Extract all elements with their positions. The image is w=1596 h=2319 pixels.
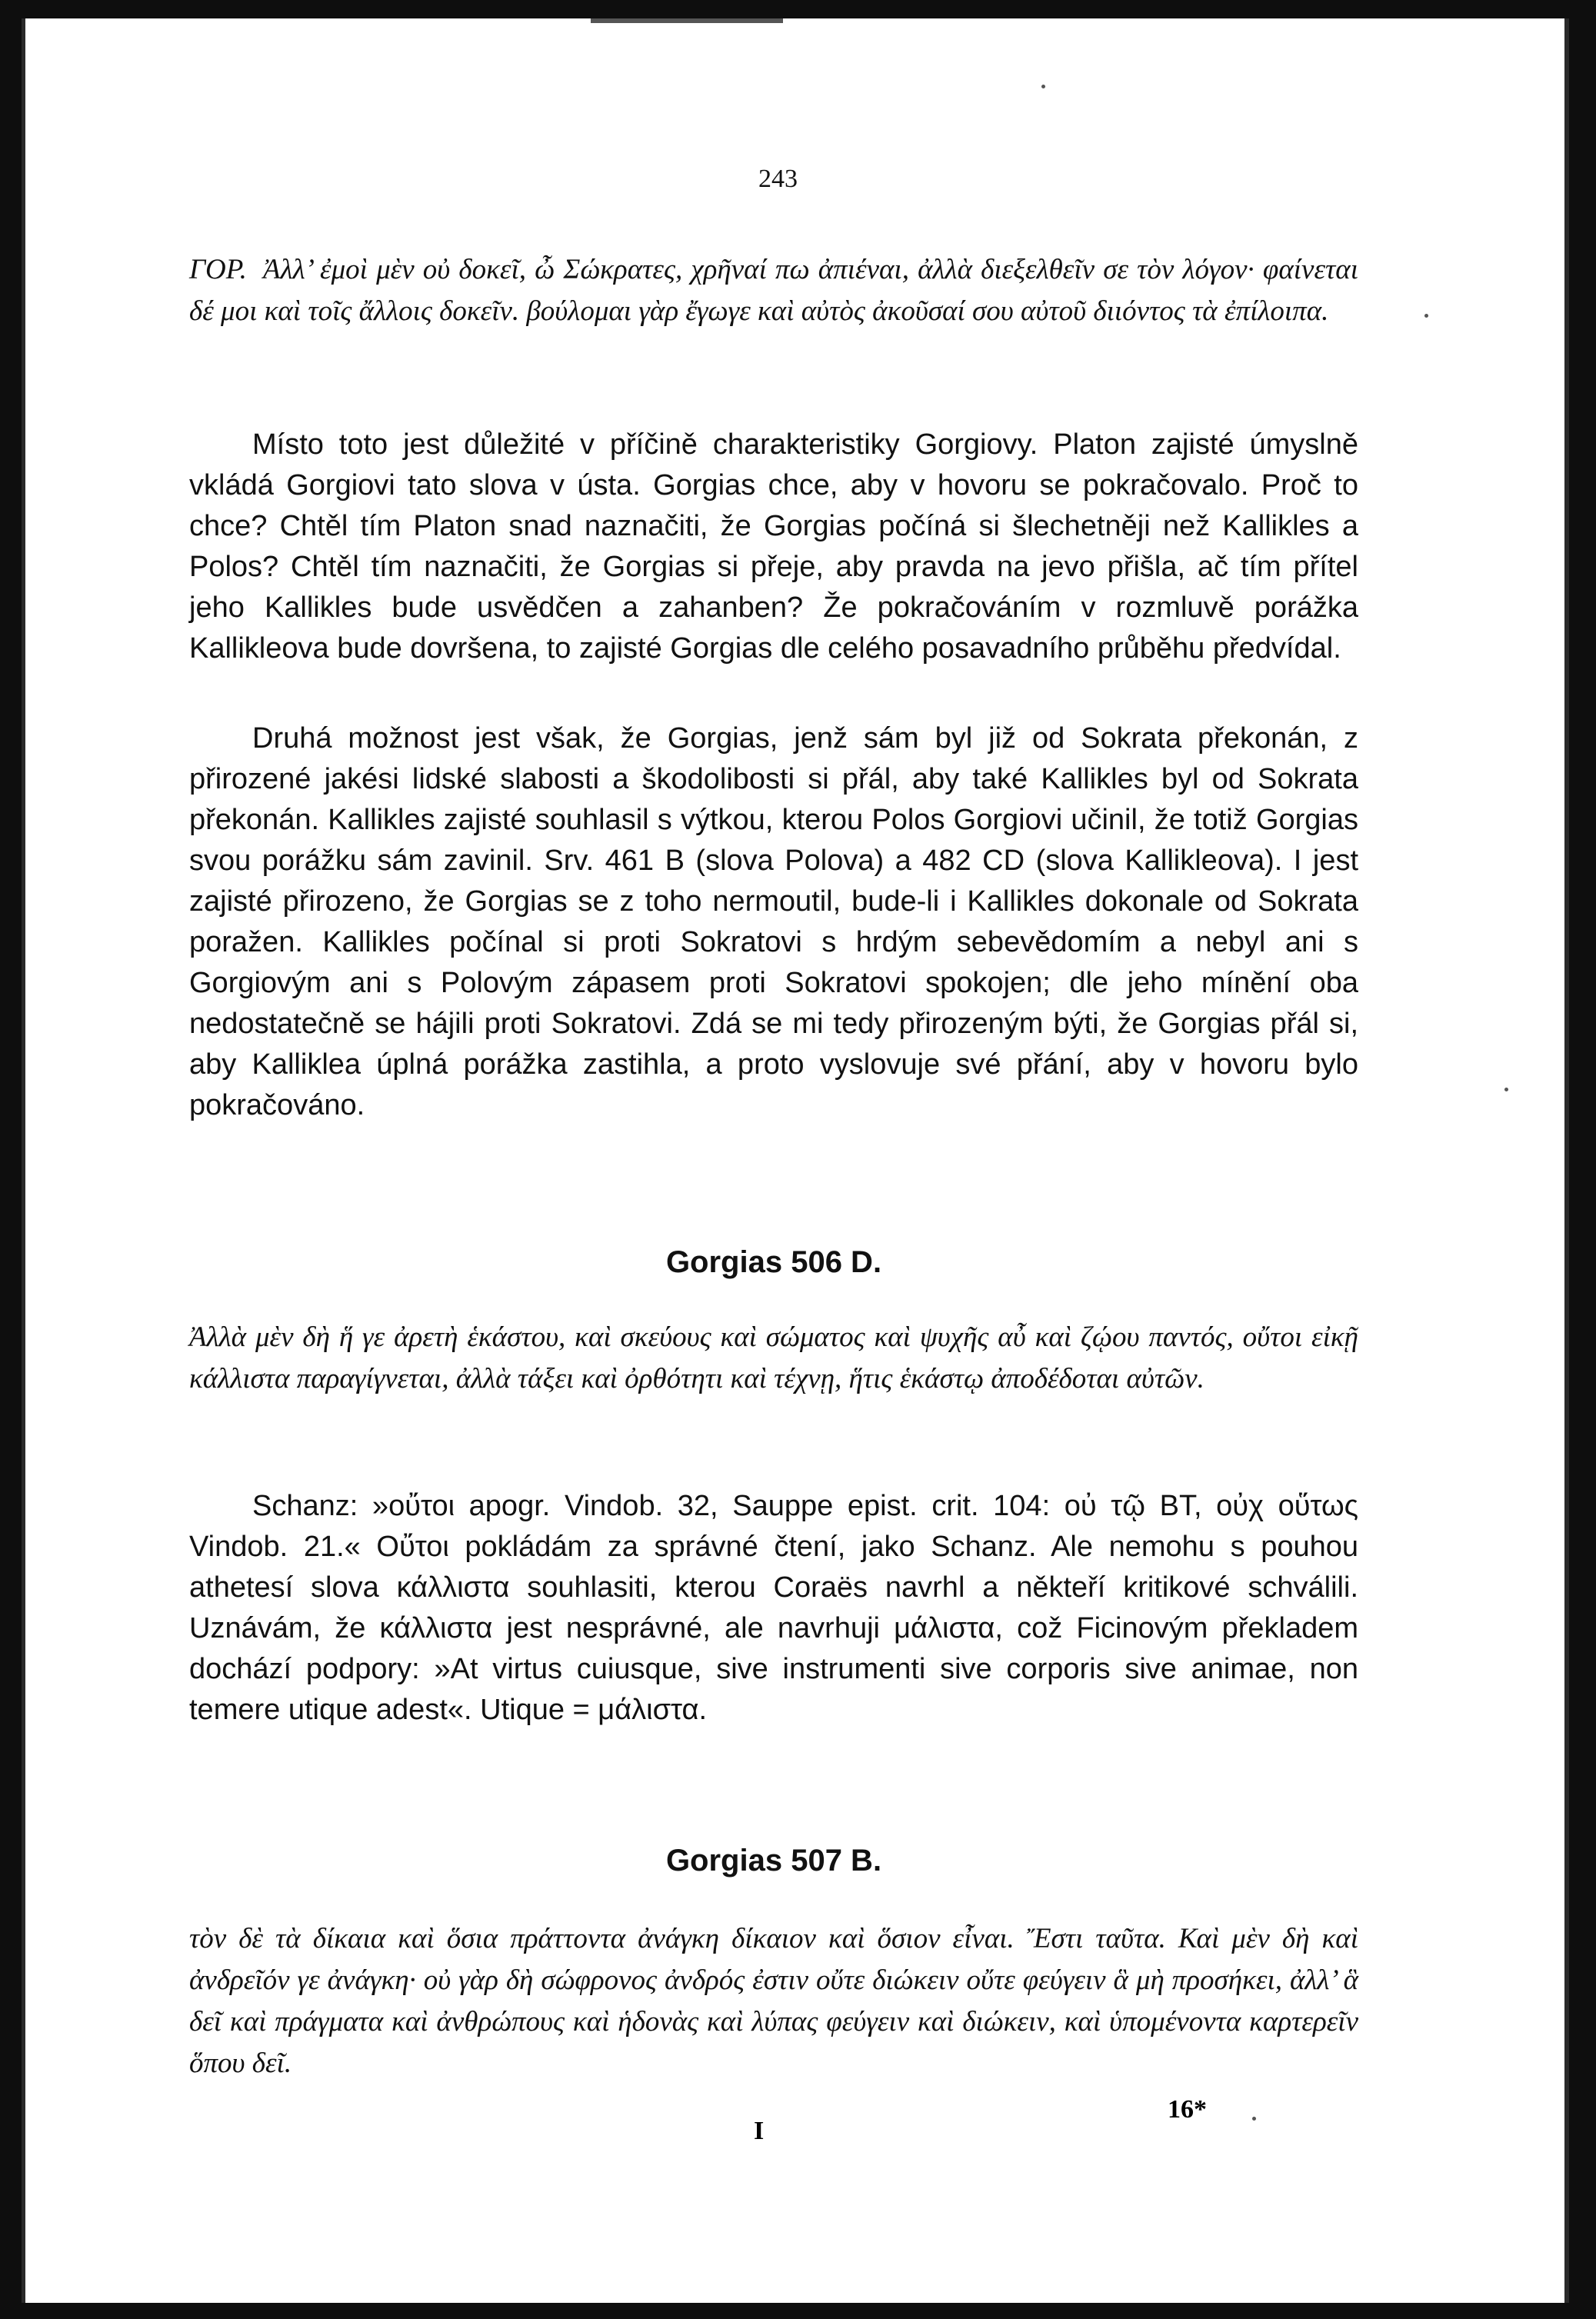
paragraph-2-text: Druhá možnost jest však, že Gorgias, jenž sám byl již od Sokrata překonán, z přirozené jakési lidské slabosti a škodolibosti si přál, aby také Kallikles byl od Sokrata překonán. Kallikles zajisté souhlasil s výtkou, kterou Polos Gorgiovi učinil, že totiž Gorgias svou porážku sám zavinil. Srv. 461 B (slova Polova) a 482 CD (slova Kallikleova). I jest zajisté přirozeno, že Gorgias se z toho nermoutil, bude-li i Kallikles dokonale od Sokrata poražen. Kallikles počínal si proti Sokratovi s hrdým sebevědomím a nebyl ani s Gorgiovým ani s Polovým zápasem proti Sokratovi spokojen; dle jeho mínění oba nedostatečně se hájili proti Sokratovi. Zdá se mi tedy přirozeným býti, že Gorgias přál si, aby Kalliklea úplná porážka zastihla, a proto vyslovuje své přání, aby v hovoru bylo pokračováno. xyxy=(189,722,1358,1121)
greek-quote-1-text: Ἀλλ’ ἐμοὶ μὲν οὐ δοκεῖ, ὦ Σώκρατες, χρῆναί πω ἀπιέναι, ἀλλὰ διεξελθεῖν σε τὸν λόγον· φαίνεται δέ μοι καὶ τοῖς ἄλλοις δοκεῖν. βούλομαι γὰρ ἔγωγε καὶ αὐτὸς ἀκοῦσαί σου αὐτοῦ διιόντος τὰ ἐπίλοιπα. xyxy=(189,254,1358,327)
paragraph-3-text: Schanz: »οὔτοι apogr. Vindob. 32, Sauppe epist. crit. 104: οὐ τῷ BT, οὐχ οὕτως Vindob. 21.« Οὔτοι pokládám za správné čtení, jako Schanz. Ale nemohu s pouhou athetesí slova κάλλιστα souhlasiti, kterou Coraës navrhl a někteří kritikové schválili. Uznávám, že κάλλιστα jest nesprávné, ale navrhuji μάλιστα, což Ficinovým překladem dochází podpory: »At virtus cuiusque, sive instrumenti sive corporis sive animae, non temere utique adest«. Utique = μάλιστα. xyxy=(189,1490,1358,1726)
greek-quote-1 xyxy=(189,249,1358,332)
paragraph-1 xyxy=(189,425,1358,669)
section-heading-507b xyxy=(189,1844,1358,1878)
heading-506d: Gorgias 506 D. xyxy=(665,1245,882,1279)
greek-quote-2-text: Ἀλλὰ μὲν δὴ ἥ γε ἀρετὴ ἑκάστου, καὶ σκεύους καὶ σώματος καὶ ψυχῆς αὖ καὶ ζῴου παντός, οὔτοι εἰκῇ κάλλιστα παραγίγνεται, ἀλλὰ τάξει καὶ ὀρθότητι καὶ τέχνῃ, ἥτις ἑκάστῳ ἀποδέδοται αὐτῶν. xyxy=(189,1321,1358,1394)
section-heading-506d xyxy=(189,1245,1358,1280)
greek-quote-3-text: τὸν δὲ τὰ δίκαια καὶ ὅσια πράττοντα ἀνάγκη δίκαιον καὶ ὅσιον εἶναι. Ἔστι ταῦτα. Καὶ μὲν δὴ καὶ ἀνδρεῖόν γε ἀνάγκη· οὐ γὰρ δὴ σώφρονος ἀνδρός ἐστιν οὔτε διώκειν οὔτε φεύγειν ἃ μὴ προσήκει, ἀλλ’ ἃ δεῖ καὶ πράγματα καὶ ἀνθρώπους καὶ ἡδονὰς καὶ λύπας φεύγειν καὶ διώκειν, καὶ ὑπομένοντα καρτερεῖν ὅπου δεῖ. xyxy=(189,1923,1358,2079)
top-scan-smudge xyxy=(591,18,783,23)
right-scan-edge xyxy=(1564,18,1569,2303)
speaker-label: ΓΟΡ. xyxy=(189,254,247,285)
sheet-number: I xyxy=(754,2117,765,2145)
scan-speck xyxy=(1252,2117,1256,2121)
scan-speck xyxy=(1504,1088,1508,1091)
paragraph-3 xyxy=(189,1486,1358,1731)
page-number: 243 xyxy=(758,165,798,193)
heading-507b: Gorgias 507 B. xyxy=(665,1844,882,1878)
paragraph-2 xyxy=(189,718,1358,1126)
greek-quote-3 xyxy=(189,1918,1358,2084)
greek-quote-2 xyxy=(189,1317,1358,1400)
signature-mark: 16* xyxy=(1168,2095,1207,2124)
paragraph-1-text: Místo toto jest důležité v příčině charakteristiky Gorgiovy. Platon zajisté úmyslně vkládá Gorgiovi tato slova v ústa. Gorgias chce, aby v hovoru se pokračovalo. Proč to chce? Chtěl tím Platon snad naznačiti, že Gorgias počíná si šlechetněji než Kallikles a Polos? Chtěl tím naznačiti, že Gorgias si přeje, aby pravda na jevo přišla, ač tím přítel jeho Kallikles bude usvědčen a zahanben? Že pokračováním v rozmluvě porážka Kallikleova bude dovršena, to zajisté Gorgias dle celého posavadního průběhu předvídal. xyxy=(189,428,1358,665)
left-scan-edge xyxy=(22,18,25,2303)
scan-speck xyxy=(1041,85,1045,88)
scan-speck xyxy=(1424,314,1428,318)
scanned-page xyxy=(22,18,1569,2303)
